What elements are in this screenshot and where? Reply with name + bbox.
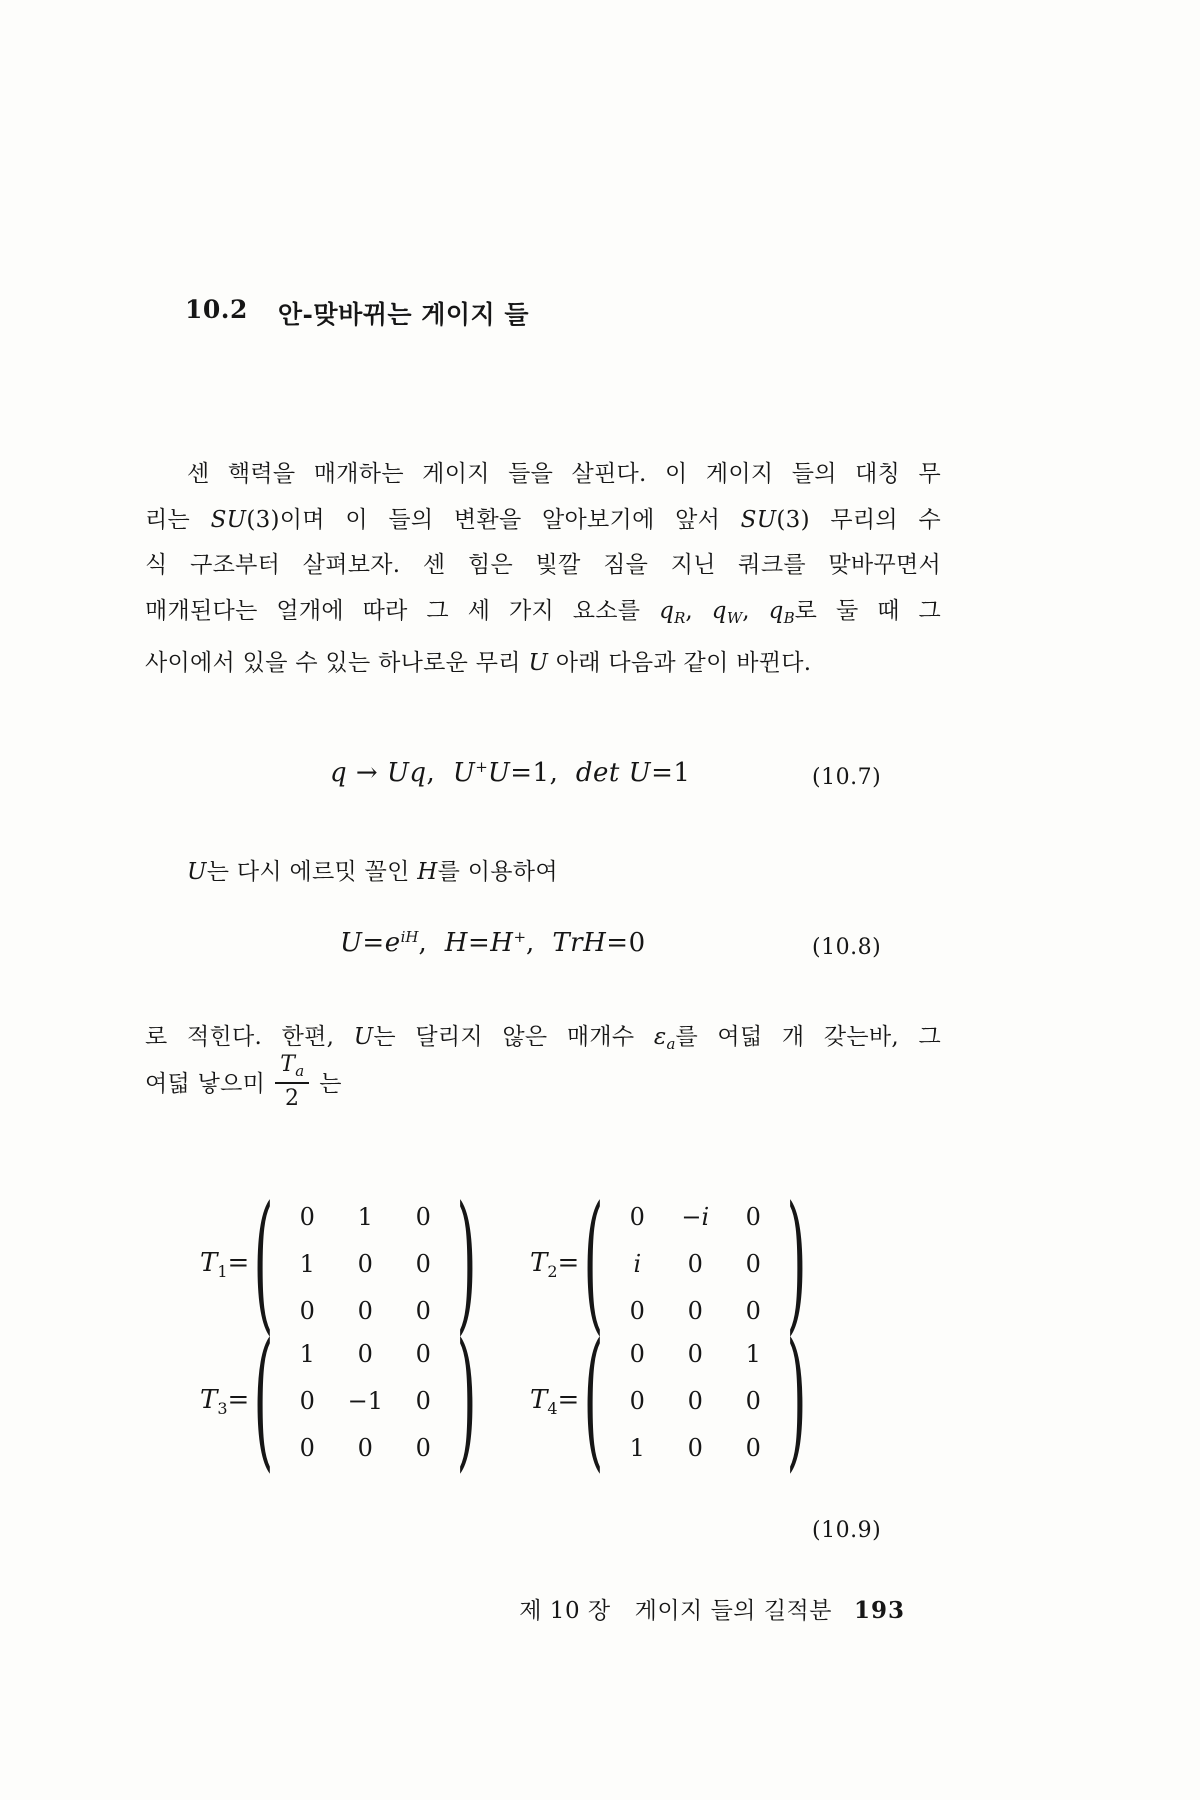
- text-run: 아래 다음과 같이 바뀐다.: [548, 650, 812, 676]
- math-subscript: a: [666, 1035, 676, 1053]
- math-symbol: T: [280, 1052, 296, 1077]
- math-subscript: W: [726, 608, 743, 627]
- matrix-t1: [200, 1177, 479, 1351]
- matrix-cell: 0: [745, 1297, 761, 1325]
- matrix-cell: 1: [357, 1203, 373, 1231]
- matrix-t3: [200, 1314, 479, 1488]
- matrix-cell: 0: [415, 1340, 431, 1368]
- matrix-cell: 0: [745, 1203, 761, 1231]
- text-run: 는 달리지 않은 매개수: [373, 1024, 654, 1050]
- matrix-t4: [530, 1314, 809, 1488]
- matrix-cell: 0: [357, 1297, 373, 1325]
- equation-10-8: [340, 928, 646, 958]
- matrix-cell: −i: [681, 1203, 710, 1231]
- matrix-t3-label: [200, 1385, 249, 1418]
- matrix-cell: 0: [629, 1297, 645, 1325]
- math-symbol: T: [530, 1247, 548, 1278]
- matrix-cell: 0: [357, 1340, 373, 1368]
- right-paren: ): [786, 1314, 807, 1488]
- text-run: ,: [426, 758, 453, 788]
- math-superscript: iH: [400, 928, 419, 946]
- right-paren: ): [786, 1177, 807, 1351]
- matrix-t1-grid: [278, 1194, 452, 1335]
- math-symbol: U: [353, 1024, 374, 1050]
- left-paren: (: [253, 1314, 274, 1488]
- text-run: [620, 758, 629, 788]
- text-run: =: [362, 928, 385, 958]
- text-run: 사이에서 있을 수 있는 하나로운 무리: [145, 650, 529, 676]
- paragraph-line: [145, 498, 941, 544]
- matrix-cell: 0: [299, 1297, 315, 1325]
- matrix-cell: 0: [415, 1434, 431, 1462]
- text-run: ,: [526, 928, 553, 958]
- text-run: 로 둘 때 그: [794, 597, 941, 624]
- matrix-cell: 0: [745, 1434, 761, 1462]
- math-symbol: U: [340, 928, 363, 958]
- left-paren: (: [583, 1314, 604, 1488]
- math-symbol: Uq: [386, 758, 427, 788]
- math-symbol: T: [200, 1247, 218, 1278]
- matrix-cell: 0: [687, 1340, 703, 1368]
- matrix-t2-label: [530, 1248, 579, 1281]
- text-run: (3) 무리의 수: [776, 506, 941, 533]
- math-superscript: +: [475, 758, 488, 776]
- matrix-t4-grid: [608, 1331, 782, 1472]
- matrix-cell: 0: [415, 1297, 431, 1325]
- math-symbol: U: [628, 758, 652, 788]
- text-run: 를 여덟 개 갖는바, 그: [675, 1024, 942, 1050]
- equals-sign: =: [227, 1247, 250, 1278]
- math-symbol: H: [444, 928, 468, 958]
- matrix-cell: 0: [687, 1297, 703, 1325]
- math-symbol: e: [384, 928, 401, 958]
- math-symbol: q: [711, 597, 727, 624]
- equation-label-10-9: (10.9): [812, 1518, 882, 1543]
- math-subscript: R: [674, 608, 686, 627]
- matrix-cell: 1: [745, 1340, 761, 1368]
- text-run: =1: [651, 758, 691, 788]
- fraction-Ta-over-2: [275, 1052, 309, 1111]
- text-run: ,: [418, 928, 445, 958]
- math-symbol: U: [187, 859, 207, 885]
- matrix-t2-grid: [608, 1194, 782, 1335]
- paragraph-1: [145, 452, 941, 687]
- equation-10-7: [330, 758, 690, 788]
- paragraph-line: [145, 589, 941, 642]
- matrix-cell: 1: [299, 1340, 315, 1368]
- math-operator: TrH: [552, 928, 607, 958]
- chapter-title: 게이지 들의 길적분: [634, 1598, 832, 1624]
- text-run: 센 핵력을 매개하는 게이지 들을 살핀다. 이 게이지 들의 대칭 무: [187, 461, 941, 487]
- text-run: (3)이며 이 들의 변환을 알아보기에 앞서: [246, 506, 741, 533]
- matrix-cell: 0: [299, 1434, 315, 1462]
- arrow-symbol: →: [347, 758, 387, 788]
- math-symbol: U: [487, 758, 511, 788]
- right-paren: ): [456, 1314, 477, 1488]
- page-number: 193: [853, 1597, 905, 1624]
- matrix-cell: 1: [629, 1434, 645, 1462]
- text-run: 는: [319, 1071, 342, 1097]
- math-superscript: +: [513, 928, 527, 946]
- matrix-cell: 0: [415, 1387, 431, 1415]
- matrix-cell: 0: [629, 1340, 645, 1368]
- text-run: 를 이용하여: [437, 859, 558, 885]
- page-footer: [400, 1592, 905, 1625]
- matrix-cell: 0: [629, 1387, 645, 1415]
- math-subscript: 3: [217, 1398, 228, 1418]
- math-symbol: H: [417, 859, 438, 885]
- matrix-cell: 0: [299, 1203, 315, 1231]
- left-paren: (: [253, 1177, 274, 1351]
- chapter-label: 제 10 장: [519, 1598, 611, 1624]
- text-run: =0: [606, 928, 646, 958]
- matrix-t3-grid: [278, 1331, 452, 1472]
- text-run: 로 적힌다. 한편,: [145, 1024, 354, 1050]
- left-paren: (: [583, 1177, 604, 1351]
- math-symbol: ε: [653, 1024, 667, 1050]
- matrix-t2: [530, 1177, 809, 1351]
- matrix-cell: 0: [745, 1250, 761, 1278]
- math-subscript: 2: [547, 1261, 558, 1281]
- math-symbol: q: [659, 597, 675, 624]
- matrix-cell: 0: [745, 1387, 761, 1415]
- matrix-cell: 0: [357, 1434, 373, 1462]
- math-symbol: q: [768, 597, 784, 624]
- matrix-cell: 0: [687, 1387, 703, 1415]
- matrix-cell: 0: [357, 1250, 373, 1278]
- equation-label-10-8: (10.8): [812, 935, 882, 960]
- text-run: 여덟 낳으미: [145, 1071, 266, 1097]
- matrix-cell: i: [633, 1250, 642, 1278]
- paragraph-2: [145, 850, 941, 896]
- paragraph-line: [145, 641, 941, 687]
- text-run: ,: [742, 597, 769, 624]
- math-symbol: T: [200, 1384, 218, 1415]
- matrix-cell: 0: [687, 1250, 703, 1278]
- matrix-cell: −1: [347, 1387, 383, 1415]
- math-symbol: U: [452, 758, 476, 788]
- text-run: 식 구조부터 살펴보자. 센 힘은 빛깔 짐을 지닌 쿼크를 맞바꾸면서: [145, 552, 941, 578]
- equals-sign: =: [557, 1247, 580, 1278]
- text-run: 는 다시 에르밋 꼴인: [206, 859, 418, 885]
- math-subscript: a: [295, 1062, 305, 1080]
- equals-sign: =: [227, 1384, 250, 1415]
- matrix-cell: 0: [415, 1203, 431, 1231]
- section-number: 10.2: [185, 295, 248, 324]
- math-symbol: T: [530, 1384, 548, 1415]
- matrix-cell: 1: [299, 1250, 315, 1278]
- matrix-cell: 0: [687, 1434, 703, 1462]
- fraction-numerator: [276, 1052, 308, 1082]
- text-run: =1,: [510, 758, 576, 788]
- text-run: =: [467, 928, 491, 958]
- math-symbol: SU: [740, 506, 777, 533]
- math-symbol: U: [528, 650, 549, 676]
- paragraph-line: [145, 452, 941, 498]
- paragraph-line: [145, 543, 941, 589]
- matrix-t1-label: [200, 1248, 249, 1281]
- math-operator: det: [575, 758, 620, 788]
- math-subscript: 4: [547, 1398, 558, 1418]
- section-heading: [185, 295, 529, 331]
- math-subscript: B: [783, 608, 795, 627]
- matrix-cell: 0: [629, 1203, 645, 1231]
- math-symbol: q: [330, 758, 348, 788]
- right-paren: ): [456, 1177, 477, 1351]
- math-subscript: 1: [217, 1261, 228, 1281]
- text-run: 매개된다는 얼개에 따라 그 세 가지 요소를: [145, 597, 660, 624]
- section-title: 안-맞바뀌는 게이지 들: [277, 300, 530, 329]
- fraction-denominator: 2: [285, 1086, 300, 1111]
- matrix-cell: 0: [299, 1387, 315, 1415]
- math-symbol: H: [490, 928, 514, 958]
- text-run: 리는: [145, 506, 211, 533]
- math-symbol: SU: [210, 506, 247, 533]
- equals-sign: =: [557, 1384, 580, 1415]
- matrix-cell: 0: [415, 1250, 431, 1278]
- matrix-t4-label: [530, 1385, 579, 1418]
- equation-label-10-7: (10.7): [812, 765, 882, 790]
- text-run: ,: [685, 597, 712, 624]
